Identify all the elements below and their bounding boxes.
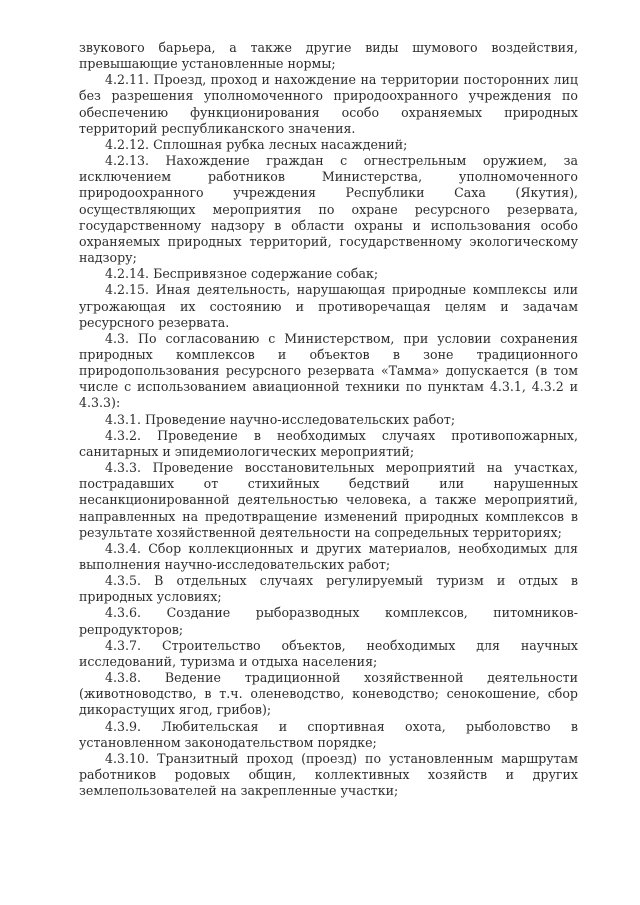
paragraph-4-2-12: 4.2.12. Сплошная рубка лесных насаждений;	[105, 136, 408, 152]
paragraph-4-3-6: 4.3.6. Создание рыборазводных комплексов, питомников-репродукторов;	[79, 605, 578, 637]
paragraph-4-3-10: 4.3.10. Транзитный проход (проезд) по установленным маршрутам работников родовых общин, коллективных хозяйств и других землепользователей на закрепленные участки;	[79, 750, 578, 799]
paragraph-4-3-8: 4.3.8. Ведение традиционной хозяйственной деятельности (животноводство, в т.ч. оленеводство, коневодство; сенокошение, сбор дикорастущих ягод, грибов);	[79, 670, 578, 718]
paragraph-4-2-15: 4.2.15. Иная деятельность, нарушающая природные комплексы или угрожающая их состоянию и противоречащая целям и задачам ресурсного резервата.	[79, 282, 578, 330]
paragraph-continuation: звукового барьера, а также другие виды шумового воздействия, превышающие установленные нормы;	[79, 40, 578, 72]
paragraph-4-3-2: 4.3.2. Проведение в необходимых случаях противопожарных, санитарных и эпидемиологических мероприятий;	[79, 427, 578, 459]
paragraph-4-2-11: 4.2.11. Проезд, проход и нахождение на территории посторонних лиц без разрешения уполномоченного природоохранного учреждения по обеспечению функционирования особо охраняемых природных территорий республиканского значения.	[79, 72, 578, 136]
paragraph-4-3-1: 4.3.1. Проведение научно-исследовательских работ;	[105, 411, 456, 427]
paragraph-4-3-3: 4.3.3. Проведение восстановительных мероприятий на участках, пострадавших от стихийных бедствий или нарушенных несанкционированной деятельностью человека, а также мероприятий, направленных на предотвращение изменений природных комплексов в результате хозяйственной деятельности на сопредельных территориях;	[79, 460, 578, 540]
paragraph-4-2-13: 4.2.13. Нахождение граждан с огнестрельным оружием, за исключением работников Министерства, уполномоченного природоохранного учреждения Республики Саха (Якутия), осуществляющих мероприятия по охране ресурсного резервата, государственному надзору в области охраны и использования особо охраняемых природных территорий, государственному экологическому надзору;	[79, 153, 578, 266]
document-body	[79, 40, 578, 799]
paragraph-4-2-14: 4.2.14. Беспривязное содержание собак;	[105, 266, 379, 282]
paragraph-4-3-4: 4.3.4. Сбор коллекционных и других материалов, необходимых для выполнения научно-исследовательских работ;	[79, 540, 578, 572]
paragraph-4-3-5: 4.3.5. В отдельных случаях регулируемый туризм и отдых в природных условиях;	[79, 573, 578, 605]
paragraph-4-3: 4.3. По согласованию с Министерством, при условии сохранения природных комплексов и объектов в зоне традиционного природопользования ресурсного резервата «Тамма» допускается (в том числе с использованием авиационной техники по пунктам 4.3.1, 4.3.2 и 4.3.3):	[79, 330, 578, 411]
paragraph-4-3-7: 4.3.7. Строительство объектов, необходимых для научных исследований, туризма и отдыха населения;	[79, 637, 578, 669]
paragraph-4-3-9: 4.3.9. Любительская и спортивная охота, рыболовство в установленном законодательством порядке;	[79, 718, 578, 750]
